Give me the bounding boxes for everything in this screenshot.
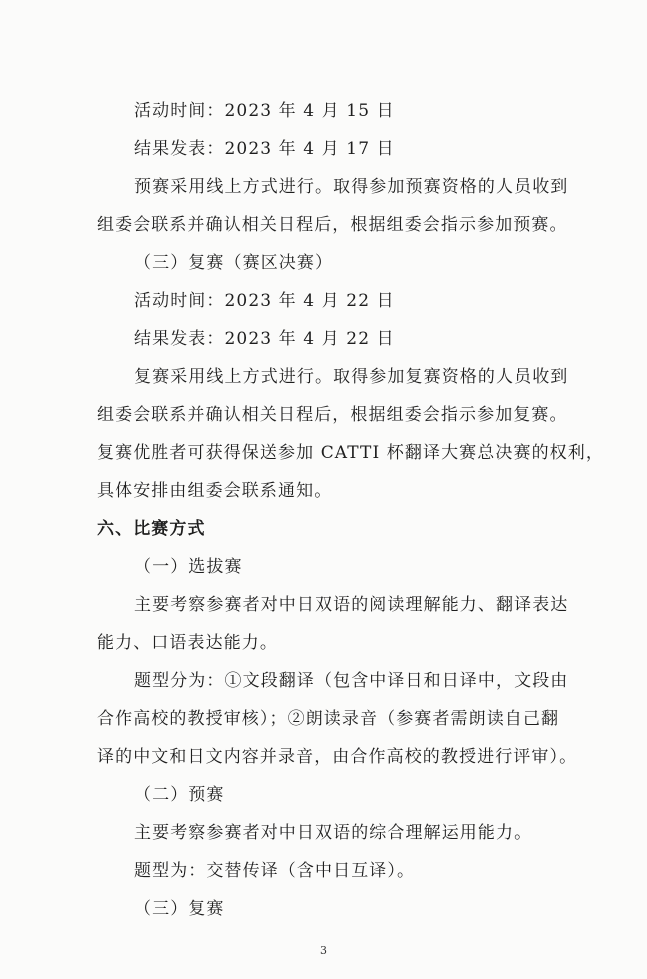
semifinal-activity-time: 活动时间：2023 年 4 月 22 日 xyxy=(134,291,395,311)
subheading-semifinal: （三）复赛 xyxy=(134,899,225,919)
selection-description-line-2: 能力、口语表达能力。 xyxy=(97,633,278,653)
subheading-preliminary: （二）预赛 xyxy=(134,785,225,805)
selection-question-types-line-1: 题型分为：①文段翻译（包含中译日和日译中，文段由 xyxy=(134,671,569,691)
semifinal-description-line-2: 组委会联系并确认相关日程后，根据组委会指示参加复赛。 xyxy=(97,405,568,425)
subheading-selection: （一）选拔赛 xyxy=(134,557,243,577)
prelim-result-date: 结果发表：2023 年 4 月 17 日 xyxy=(134,139,395,159)
selection-description-line-1: 主要考察参赛者对中日双语的阅读理解能力、翻译表达 xyxy=(134,595,569,615)
section-heading-semifinal: （三）复赛（赛区决赛） xyxy=(134,253,334,273)
prelim-description-line-1: 预赛采用线上方式进行。取得参加预赛资格的人员收到 xyxy=(134,177,569,197)
prelim-activity-time: 活动时间：2023 年 4 月 15 日 xyxy=(134,101,395,121)
semifinal-description-line-4: 具体安排由组委会联系通知。 xyxy=(97,481,333,501)
selection-question-types-line-3: 译的中文和日文内容并录音，由合作高校的教授进行评审）。 xyxy=(97,747,578,767)
section-heading-competition-format: 六、比赛方式 xyxy=(97,519,206,539)
prelim-description-line-2: 组委会联系并确认相关日程后，根据组委会指示参加预赛。 xyxy=(97,215,568,235)
semifinal-description-line-3: 复赛优胜者可获得保送参加 CATTI 杯翻译大赛总决赛的权利， xyxy=(97,443,604,463)
preliminary-question-type: 题型为：交替传译（含中日互译）。 xyxy=(134,861,416,881)
page-number: 3 xyxy=(320,944,327,957)
selection-question-types-line-2: 合作高校的教授审核）；②朗读录音（参赛者需朗读自己翻 xyxy=(97,709,560,729)
semifinal-result-date: 结果发表：2023 年 4 月 22 日 xyxy=(134,329,395,349)
preliminary-description: 主要考察参赛者对中日双语的综合理解运用能力。 xyxy=(134,823,533,843)
semifinal-description-line-1: 复赛采用线上方式进行。取得参加复赛资格的人员收到 xyxy=(134,367,569,387)
